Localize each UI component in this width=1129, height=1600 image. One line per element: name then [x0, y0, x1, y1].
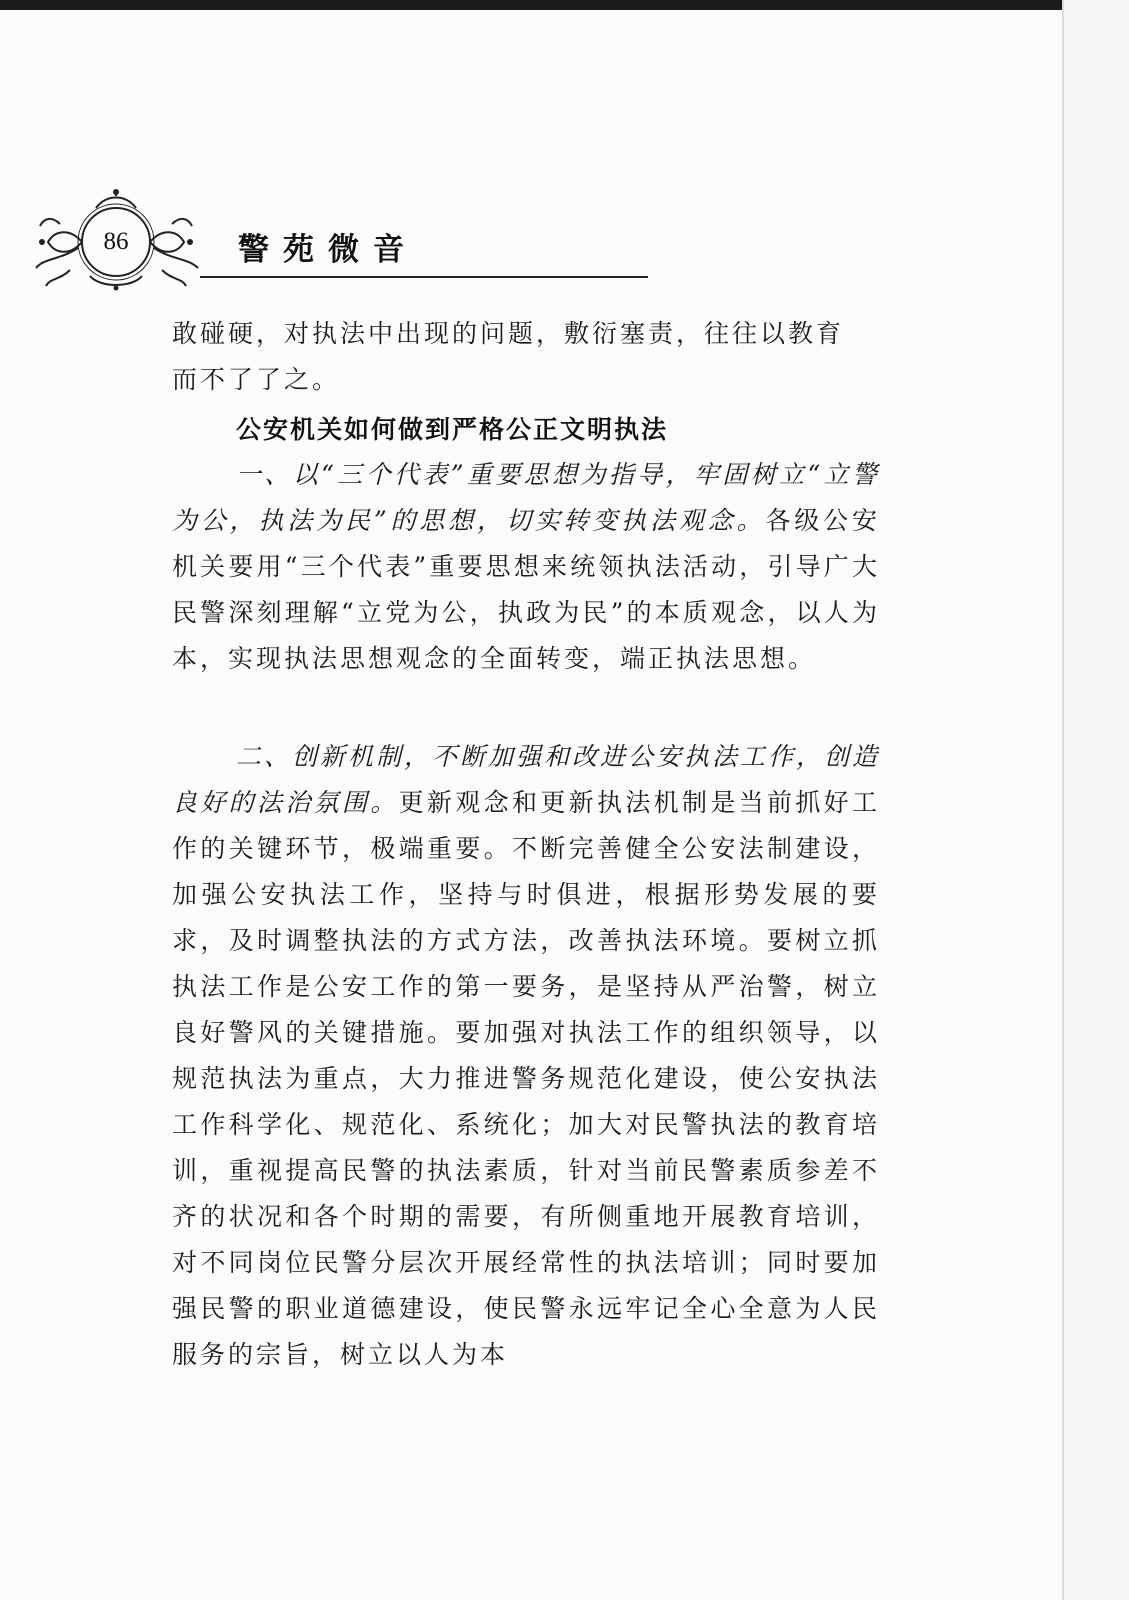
- page-edge: [1062, 0, 1129, 1600]
- intro-paragraph: [172, 311, 880, 403]
- header-divider: [200, 276, 648, 278]
- paragraph-2: [172, 734, 880, 1378]
- paragraph-1-lead: 一、以“三个代表”重要思想为指导，牢固树立“立警为公，执法为民”的思想，切实转变执法观念。: [172, 460, 880, 535]
- paragraph-2-lead: 二、创新机制，不断加强和改进公安执法工作，创造良好的法治氛围。: [172, 742, 881, 817]
- paragraph-2-body: 更新观念和更新执法机制是当前抓好工作的关键环节，极端重要。不断完善健全公安法制建设，加强公安执法工作，坚持与时俱进，根据形势发展的要求，及时调整执法的方式方法，改善执法环境。要树立抓执法工作是公安工作的第一要务，是坚持从严治警，树立良好警风的关键措施。要加强对执法工作的组织领导，以规范执法为重点，大力推进警务规范化建设，使公安执法工作科学化、规范化、系统化；加大对民警执法的教育培训，重视提高民警的执法素质，针对当前民警素质参差不齐的状况和各个时期的需要，有所侧重地开展教育培训，对不同岗位民警分层次开展经常性的执法培训；同时要加强民警的职业道德建设，使民警永远牢记全心全意为人民服务的宗旨，树立以人为本: [172, 788, 880, 1369]
- section-heading: 公安机关如何做到严格公正文明执法: [236, 415, 669, 444]
- intro-line-1: 敢碰硬，对执法中出现的问题，敷衍塞责，往往以教育: [172, 319, 845, 348]
- book-title: 警苑微音: [238, 232, 418, 268]
- intro-line-2: 而不了了之。: [172, 365, 341, 394]
- paragraph-1: [172, 452, 880, 682]
- paragraph-1-body: 各级公安机关要用“三个代表”重要思想来统领执法活动，引导广大民警深刻理解“立党为公，执政为民”的本质观念，以人为本，实现执法思想观念的全面转变，端正执法思想。: [172, 506, 880, 673]
- page-number: 86: [103, 228, 129, 255]
